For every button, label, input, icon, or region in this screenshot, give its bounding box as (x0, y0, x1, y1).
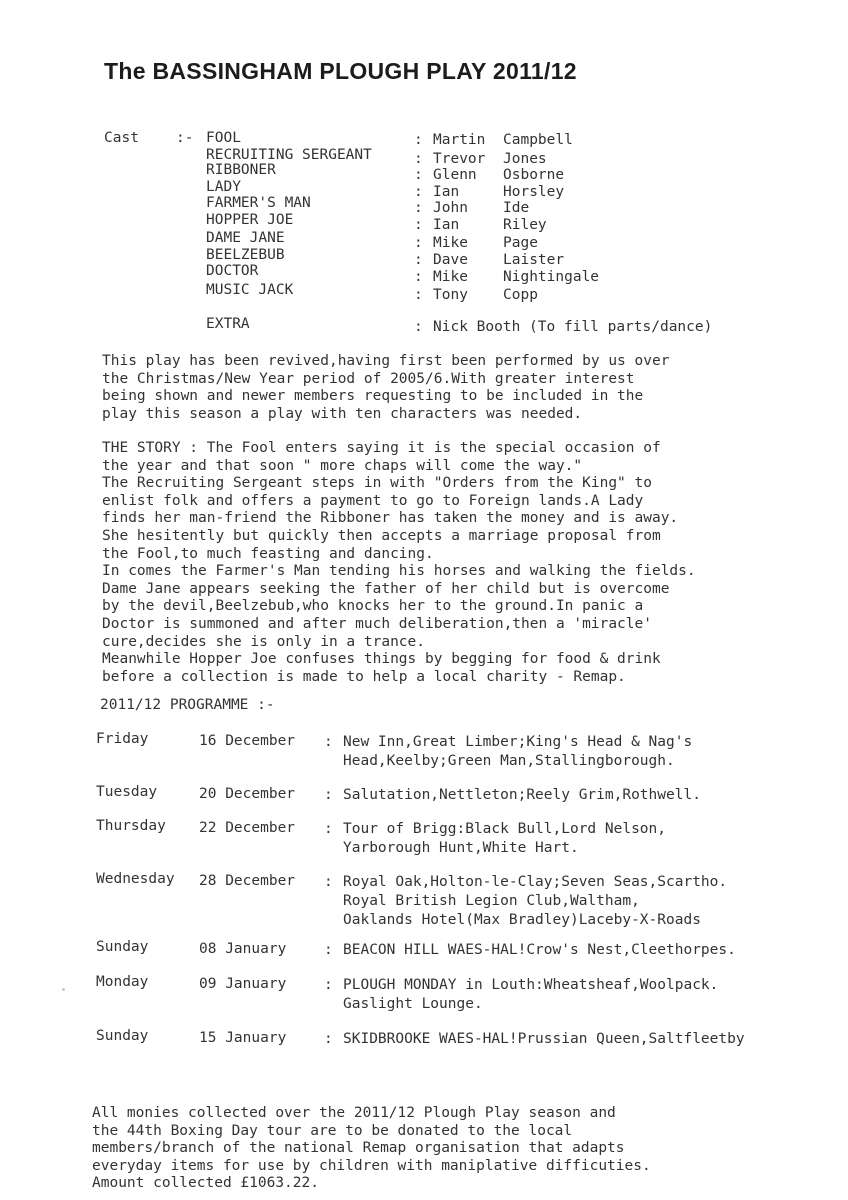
cast-colon: : (414, 319, 423, 335)
cast-colon: : (414, 235, 423, 251)
text-line: the year and that soon " more chaps will come the way." (102, 457, 583, 474)
programme-venues: Oaklands Hotel(Max Bradley)Laceby-X-Roads (343, 912, 701, 928)
programme-date: 09 January (199, 976, 287, 992)
scan-speck (62, 988, 65, 991)
cast-actor-last: Copp (503, 287, 538, 303)
text-line: All monies collected over the 2011/12 Plough Play season and (92, 1105, 616, 1121)
text-line: Meanwhile Hopper Joe confuses things by begging for food & drink (102, 651, 661, 668)
text-line: the Christmas/New Year period of 2005/6.With greater interest (102, 370, 635, 387)
cast-role: FARMER'S MAN (206, 195, 311, 211)
cast-actor-last: Horsley (503, 184, 565, 200)
cast-actor-first: Martin (433, 132, 486, 148)
cast-actor-last: Campbell (503, 132, 573, 148)
cast-role: EXTRA (206, 316, 250, 332)
cast-actor-name: Nick Booth (To fill parts/dance) (433, 319, 713, 335)
cast-separator: :- (176, 130, 194, 146)
programme-date: 22 December (199, 820, 296, 836)
text-line: by the devil,Beelzebub,who knocks her to the ground.In panic a (102, 598, 644, 615)
programme-venues: New Inn,Great Limber;King's Head & Nag's (343, 734, 693, 750)
closing-paragraph (92, 1105, 651, 1193)
programme-venues: Salutation,Nettleton;Reely Grim,Rothwell. (343, 787, 701, 803)
cast-actor-first: Trevor (433, 151, 486, 167)
programme-venues: Royal Oak,Holton-le-Clay;Seven Seas,Scartho. (343, 874, 728, 890)
cast-role: MUSIC JACK (206, 282, 294, 298)
programme-day: Sunday (96, 1028, 149, 1044)
text-line: members/branch of the national Remap organisation that adapts (92, 1140, 625, 1156)
programme-venues: BEACON HILL WAES-HAL!Crow's Nest,Cleethorpes. (343, 942, 736, 958)
text-line: everyday items for use by children with maniplative difficuties. (92, 1157, 651, 1174)
cast-colon: : (414, 287, 423, 303)
text-line: cure,decides she is only in a trance. (102, 633, 426, 650)
text-line: Amount collected £1063.22. (92, 1175, 319, 1191)
cast-role: BEELZEBUB (206, 247, 285, 263)
intro-paragraph (102, 353, 669, 423)
programme-date: 20 December (199, 786, 296, 802)
cast-actor-last: Nightingale (503, 269, 600, 285)
programme-date: 16 December (199, 733, 296, 749)
cast-colon: : (414, 151, 423, 167)
cast-actor-first: Tony (433, 287, 468, 303)
cast-actor-last: Jones (503, 151, 547, 167)
cast-actor-last: Riley (503, 217, 547, 233)
cast-role: DAME JANE (206, 230, 285, 246)
programme-day: Friday (96, 731, 149, 747)
programme-venues: Royal British Legion Club,Waltham, (343, 893, 640, 909)
cast-colon: : (414, 269, 423, 285)
cast-role: FOOL (206, 130, 241, 146)
cast-colon: : (414, 184, 423, 200)
cast-actor-first: Ian (433, 184, 460, 200)
text-line: This play has been revived,having first been performed by us over (102, 353, 670, 369)
text-line: Doctor is summoned and after much deliberation,then a 'miracle' (102, 615, 652, 632)
cast-role: LADY (206, 179, 241, 195)
text-line: before a collection is made to help a local charity - Remap. (102, 668, 626, 685)
cast-actor-first: Mike (433, 235, 468, 251)
cast-actor-last: Ide (503, 200, 530, 216)
programme-venues: SKIDBROOKE WAES-HAL!Prussian Queen,Saltfleetby (343, 1031, 745, 1047)
programme-colon: : (324, 787, 333, 803)
cast-colon: : (414, 200, 423, 216)
text-line: THE STORY : The Fool enters saying it is the special occasion of (102, 440, 661, 456)
cast-colon: : (414, 217, 423, 233)
programme-venues: Tour of Brigg:Black Bull,Lord Nelson, (343, 821, 667, 837)
programme-colon: : (324, 977, 333, 993)
cast-label: Cast (104, 130, 139, 146)
cast-role: RIBBONER (206, 162, 276, 178)
text-line: being shown and newer members requesting to be included in the (102, 388, 644, 405)
cast-actor-first: Mike (433, 269, 468, 285)
page-title: The BASSINGHAM PLOUGH PLAY 2011/12 (104, 58, 577, 84)
cast-actor-last: Page (503, 235, 538, 251)
text-line: finds her man-friend the Ribboner has taken the money and is away. (102, 510, 679, 527)
text-line: The Recruiting Sergeant steps in with "Orders from the King" to (102, 475, 652, 492)
programme-day: Sunday (96, 939, 149, 955)
cast-actor-first: Glenn (433, 167, 477, 183)
programme-date: 15 January (199, 1030, 287, 1046)
programme-venues: Head,Keelby;Green Man,Stallingborough. (343, 753, 675, 769)
programme-date: 08 January (199, 941, 287, 957)
programme-heading: 2011/12 PROGRAMME :- (100, 697, 275, 713)
programme-day: Thursday (96, 818, 166, 834)
text-line: Dame Jane appears seeking the father of her child but is overcome (102, 580, 670, 597)
programme-colon: : (324, 734, 333, 750)
cast-role: RECRUITING SERGEANT (206, 147, 372, 163)
text-line: In comes the Farmer's Man tending his horses and walking the fields. (102, 563, 696, 580)
cast-actor-first: John (433, 200, 468, 216)
programme-colon: : (324, 942, 333, 958)
cast-actor-first: Ian (433, 217, 460, 233)
programme-date: 28 December (199, 873, 296, 889)
programme-day: Wednesday (96, 871, 175, 887)
text-line: the Fool,to much feasting and dancing. (102, 545, 434, 562)
programme-day: Tuesday (96, 784, 158, 800)
programme-venues: Gaslight Lounge. (343, 996, 483, 1012)
cast-actor-last: Osborne (503, 167, 565, 183)
cast-role: DOCTOR (206, 263, 259, 279)
cast-colon: : (414, 132, 423, 148)
cast-actor-first: Dave (433, 252, 468, 268)
cast-actor-last: Laister (503, 252, 565, 268)
story-paragraph (102, 440, 696, 686)
text-line: play this season a play with ten characters was needed. (102, 405, 583, 422)
text-line: enlist folk and offers a payment to go to Foreign lands.A Lady (102, 492, 644, 509)
programme-venues: PLOUGH MONDAY in Louth:Wheatsheaf,Woolpack. (343, 977, 719, 993)
programme-day: Monday (96, 974, 149, 990)
cast-colon: : (414, 252, 423, 268)
cast-role: HOPPER JOE (206, 212, 294, 228)
text-line: She hesitently but quickly then accepts a marriage proposal from (102, 527, 661, 544)
text-line: the 44th Boxing Day tour are to be donated to the local (92, 1122, 573, 1139)
programme-colon: : (324, 1031, 333, 1047)
cast-colon: : (414, 167, 423, 183)
programme-colon: : (324, 874, 333, 890)
programme-venues: Yarborough Hunt,White Hart. (343, 840, 579, 856)
programme-colon: : (324, 821, 333, 837)
